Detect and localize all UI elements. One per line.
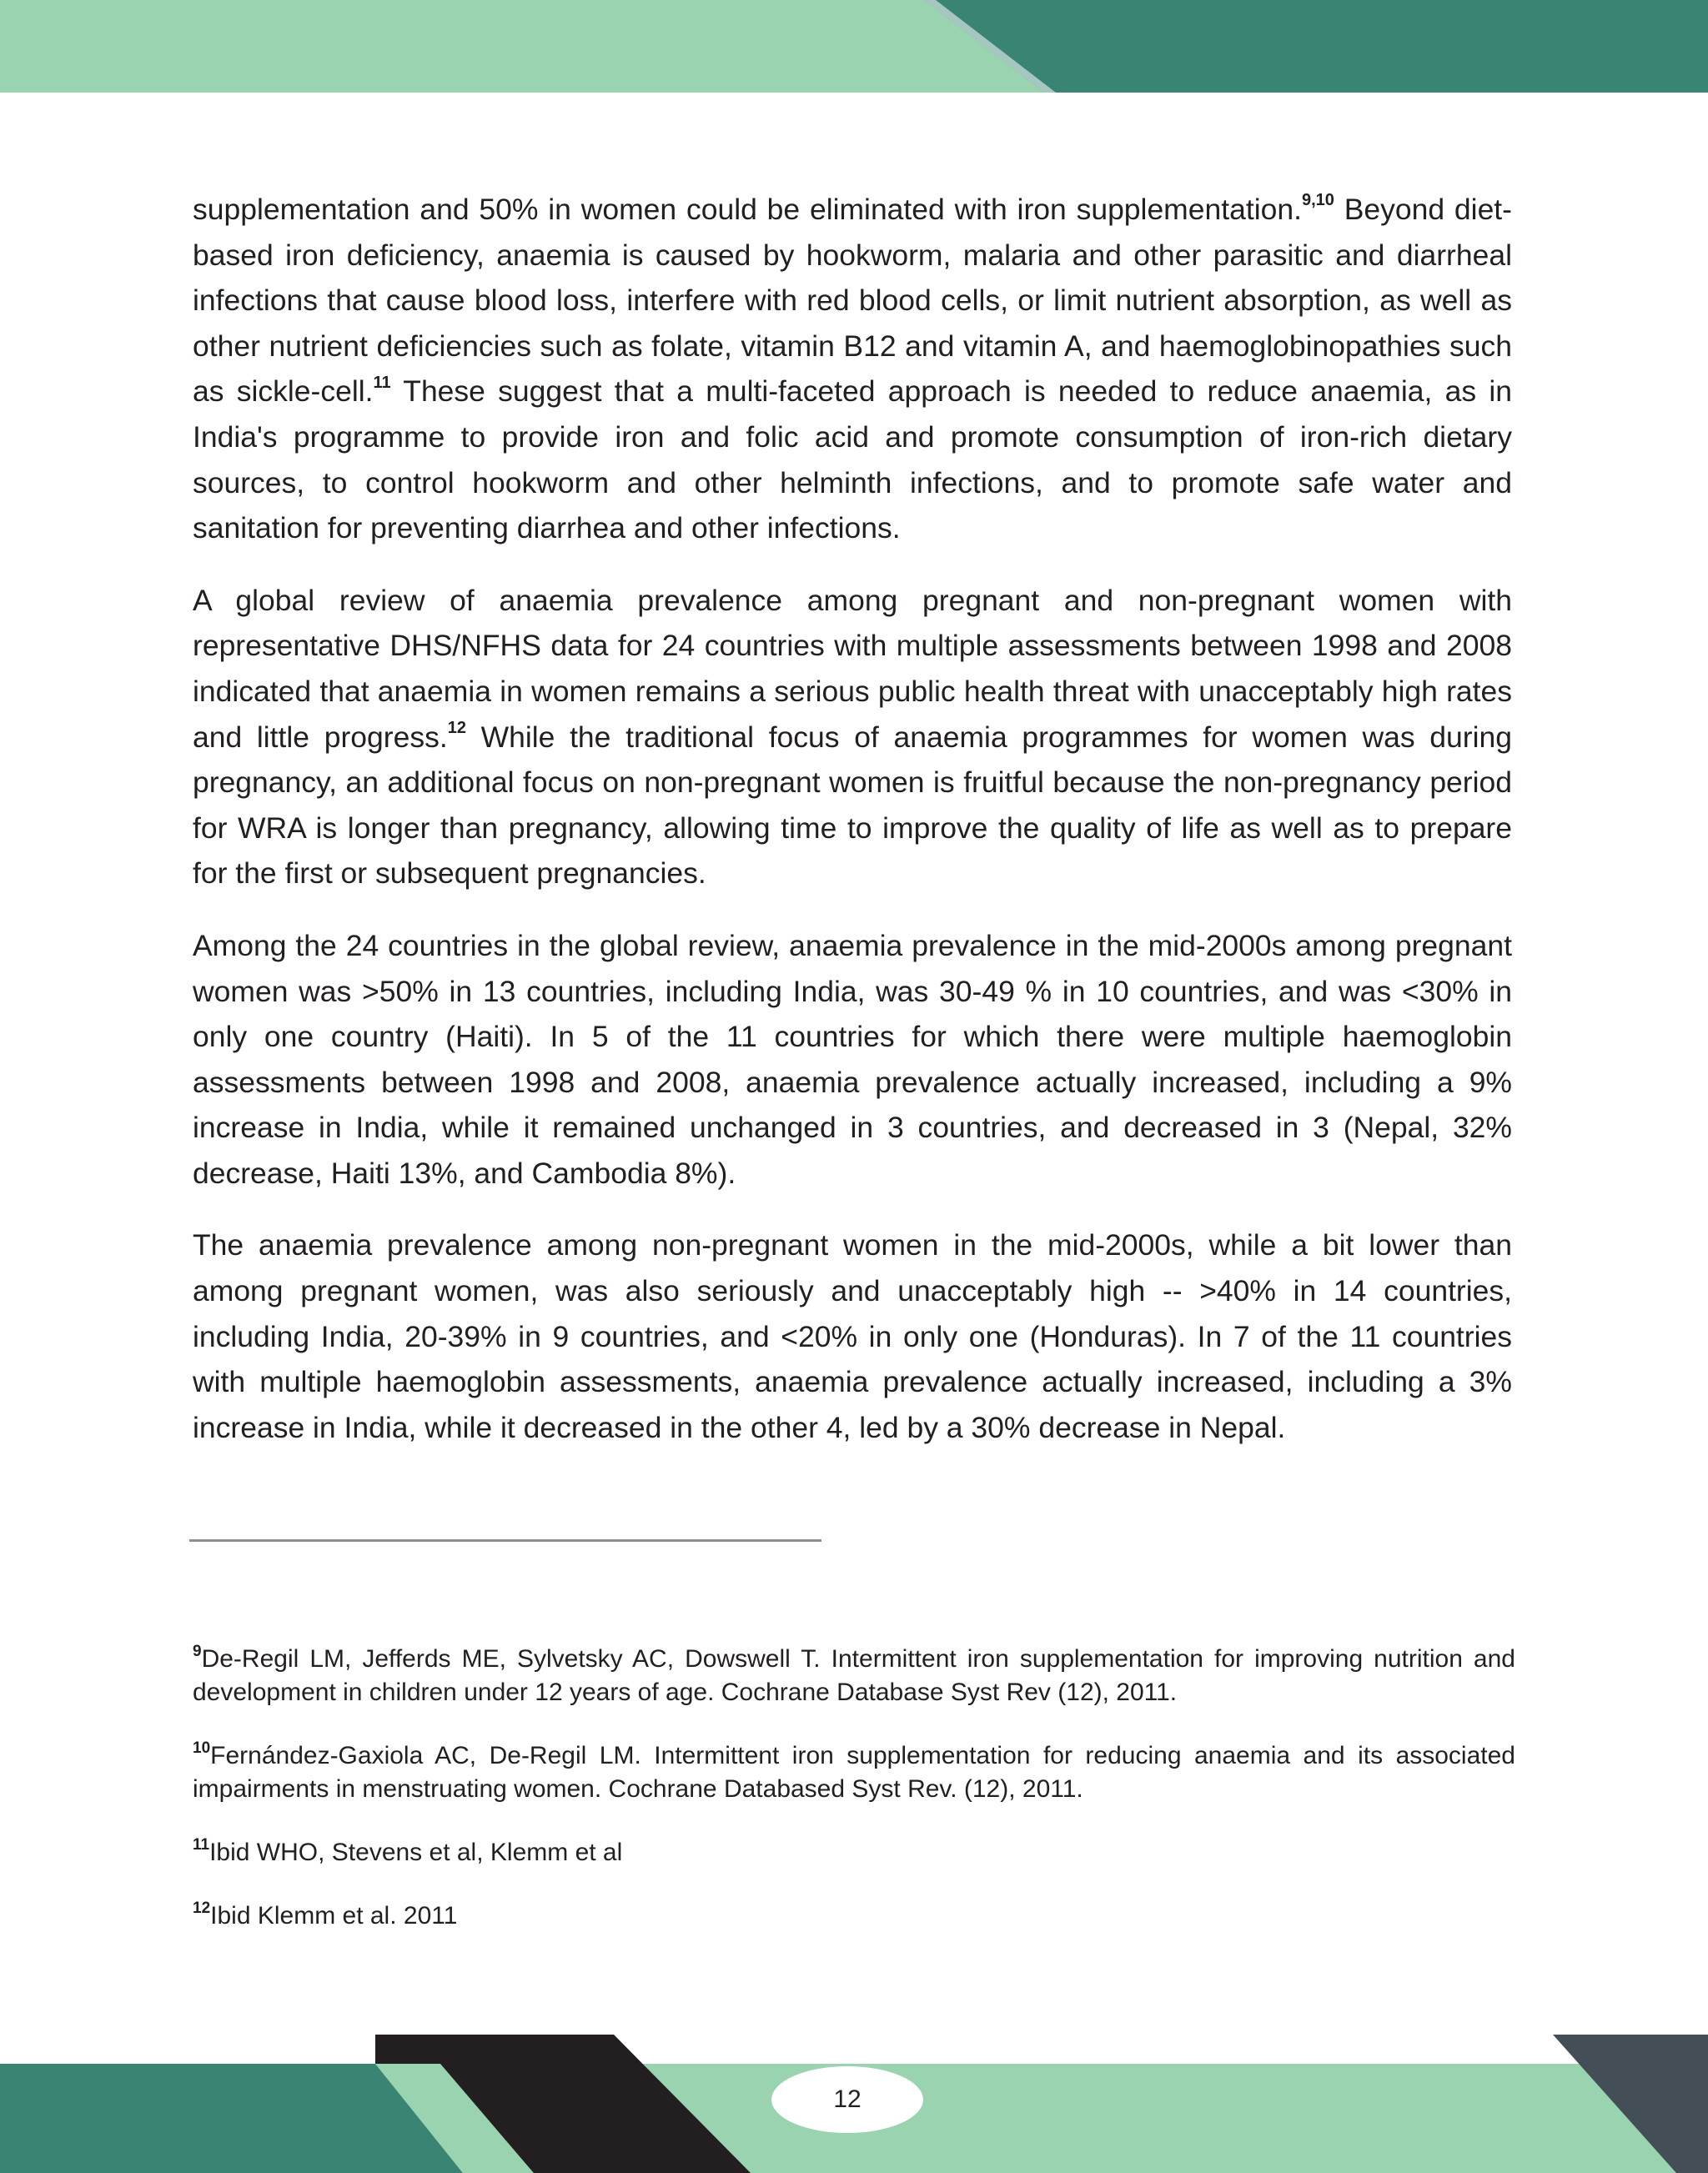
footnote-ref-9-10: 9,10 [1301, 191, 1334, 210]
top-decorative-band [0, 0, 1708, 93]
footnote-10: $^{10}$Fernández-Gaxiola AC, De-Regil LM. Intermittent iron supplementation for reducing anaemia and its associated impairments in menstruating women. Cochrane Databased Syst Rev. (12), 2011. [193, 1739, 1515, 1803]
footnote-divider [189, 1539, 821, 1542]
paragraph-2: A global review of anaemia prevalence among pregnant and non-pregnant women with representative DHS/NFHS data for 24 countries with multiple assessments between 1998 and 2008 indicated that anaemia in women remains a serious public health threat with unacceptably high rates and little progress.$^{12}$ While the traditional focus of anaemia programmes for women was during pregnancy, an additional focus on non-pregnant women is fruitful because the non-pregnancy period for WRA is longer than pregnancy, allowing time to improve the quality of life as well as to prepare for the first or subsequent pregnancies. [193, 583, 1512, 891]
footnote-ref-12: 12 [447, 718, 466, 737]
paragraph-1: supplementation and 50% in women could be eliminated with iron supplementation.$^{9,10}$ Beyond diet-based iron deficiency, anaemia is caused by hookworm, malaria and other parasitic and diarrheal infections that cause blood loss, interfere with red blood cells, or limit nutrient absorption, as well as other nutrient deficiencies such as folate, vitamin B12 and vitamin A, and haemoglobinopathies such as sickle-cell.$^{11}$ These suggest that a multi-faceted approach is needed to reduce anaemia, as in India's programme to provide iron and folic acid and promote consumption of iron-rich dietary sources, to control hookworm and other helminth infections, and to promote safe water and sanitation for preventing diarrhea and other infections. [193, 191, 1512, 545]
paragraph-3: Among the 24 countries in the global review, anaemia prevalence in the mid-2000s among pregnant women was >50% in 13 countries, including India, was 30-49 % in 10 countries, and was <30% in only one country (Haiti). In 5 of the 11 countries for which there were multiple haemoglobin assessments between 1998 and 2008, anaemia prevalence actually increased, including a 9% increase in India, while it remained unchanged in 3 countries, and decreased in 3 (Nepal, 32% decrease, Haiti 13%, and Cambodia 8%). [193, 928, 1512, 1190]
footnote-9: $^9$De-Regil LM, Jefferds ME, Sylvetsky AC, Dowswell T. Intermittent iron supplementation for improving nutrition and development in children under 12 years of age. Cochrane Database Syst Rev (12), 2011. [193, 1643, 1515, 1706]
body-text [193, 187, 1512, 1477]
footnotes [193, 1643, 1515, 1963]
paragraph-4: The anaemia prevalence among non-pregnant women in the mid-2000s, while a bit lower than among pregnant women, was also seriously and unacceptably high -- >40% in 14 countries, including India, 20-39% in 9 countries, and <20% in only one (Honduras). In 7 of the 11 countries with multiple haemoglobin assessments, anaemia prevalence actually increased, including a 3% increase in India, while it decreased in the other 4, led by a 30% decrease in Nepal. [193, 1228, 1512, 1444]
footnote-12: $^{12}$Ibid Klemm et al. 2011 [193, 1899, 458, 1930]
footnote-11: $^{11}$Ibid WHO, Stevens et al, Klemm et al [193, 1836, 623, 1866]
footnote-ref-11: 11 [373, 373, 391, 392]
page-number: 12 [771, 2066, 923, 2133]
